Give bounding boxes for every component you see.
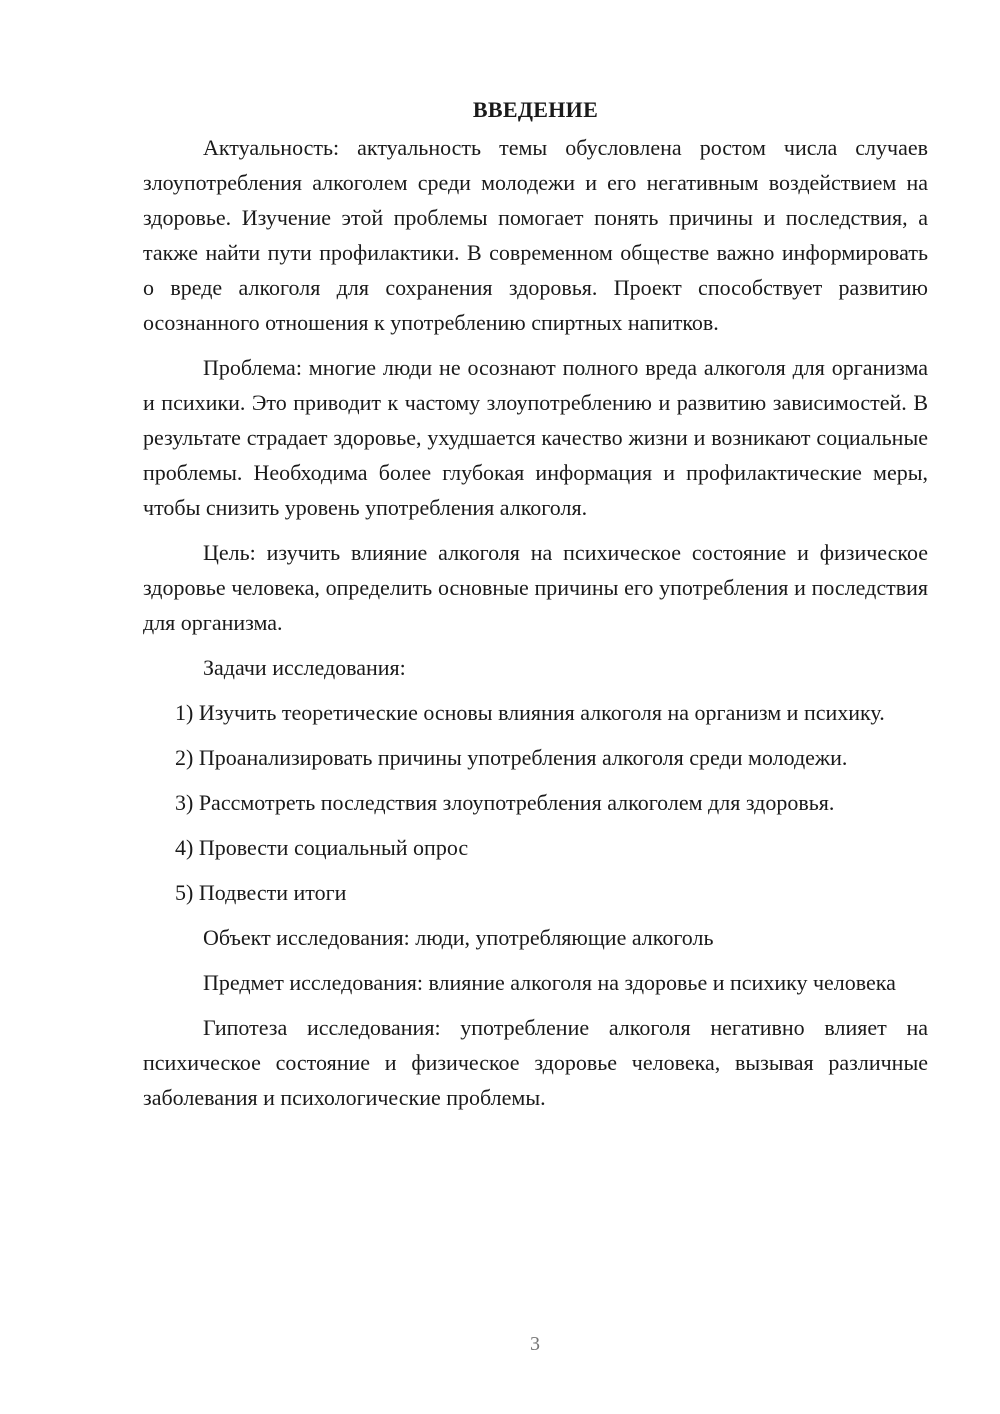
tasks-list (143, 695, 928, 910)
subject-paragraph: Предмет исследования: влияние алкоголя на здоровье и психику человека (203, 970, 896, 995)
hypothesis-paragraph: Гипотеза исследования: употребление алкоголя негативно влияет на психическое состояние и физическое здоровье человека, вызывая различные заболевания и психологические проблемы. (143, 1015, 928, 1110)
task-item: 4) Провести социальный опрос (175, 835, 469, 860)
object-paragraph: Объект исследования: люди, употребляющие алкоголь (203, 925, 714, 950)
task-item: 5) Подвести итоги (175, 880, 347, 905)
relevance-paragraph: Актуальность: актуальность темы обусловлена ростом числа случаев злоупотребления алкоголем среди молодежи и его негативным воздействием на здоровье. Изучение этой проблемы помогает понять причины и последствия, а также найти пути профилактики. В современном обществе важно информировать о вреде алкоголя для сохранения здоровья. Проект способствует развитию осознанного отношения к употреблению спиртных напитков. (143, 135, 928, 335)
problem-paragraph: Проблема: многие люди не осознают полного вреда алкоголя для организма и психики. Это приводит к частому злоупотреблению и развитию зависимостей. В результате страдает здоровье, ухудшается качество жизни и возникают социальные проблемы. Необходима более глубокая информация и профилактические меры, чтобы снизить уровень употребления алкоголя. (143, 355, 928, 520)
section-title: ВВЕДЕНИЕ (472, 97, 599, 122)
goal-paragraph: Цель: изучить влияние алкоголя на психическое состояние и физическое здоровье человека, определить основные причины его употребления и последствия для организма. (143, 540, 928, 635)
tasks-heading: Задачи исследования: (203, 655, 406, 680)
task-item: 1) Изучить теоретические основы влияния алкоголя на организм и психику. (175, 700, 885, 725)
page-number: 3 (530, 1333, 540, 1355)
document-page (143, 90, 928, 1125)
task-item: 3) Рассмотреть последствия злоупотребления алкоголем для здоровья. (175, 790, 835, 815)
task-item: 2) Проанализировать причины употребления алкоголя среди молодежи. (175, 745, 848, 770)
